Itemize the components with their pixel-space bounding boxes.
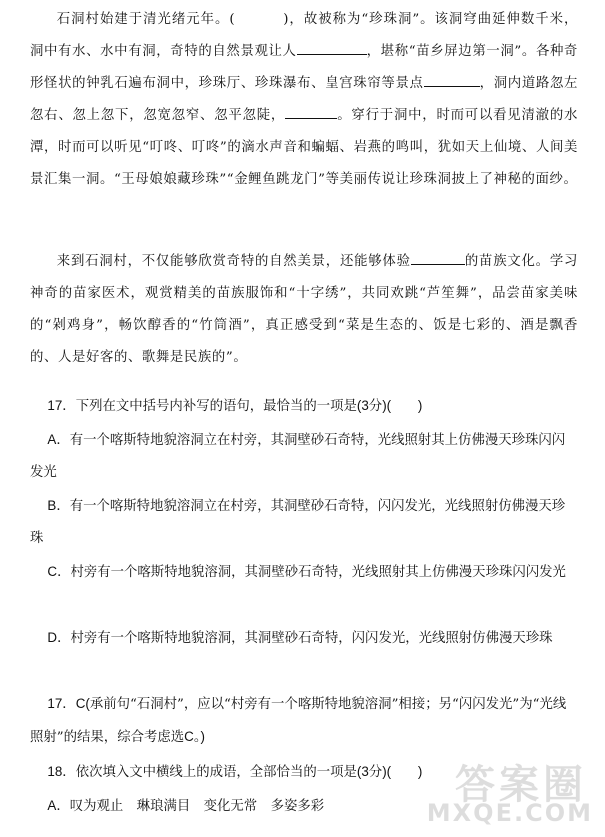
passage-text: ，堪称“苗乡屏边第一洞”。各种奇形怪状的钟乳石遍布洞中，珍珠厅、珍珠瀑布、皇宫珠帘等景点 (30, 44, 578, 91)
passage-text: 。穿行于洞中，时而可以看见清澈的水潭，时而可以听见“叮咚、叮咚”的滴水声音和蝙蝠、岩燕的鸣叫，犹如天上仙境、人间美景汇集一洞。“王母娘娘藏珍珠”“金鲤鱼跳龙门”等美丽传说让珍珠洞披上了神秘的面纱。 (30, 108, 578, 187)
passage-text: 来到石洞村，不仅能够欣赏奇特的自然美景，还能够体验 (56, 254, 411, 269)
fill-blank-line (297, 40, 367, 55)
answer-label: 17．C( (47, 696, 90, 711)
answer-choice: C。) (184, 729, 205, 744)
fill-blank-line (424, 72, 480, 87)
fill-blank-line (411, 250, 465, 265)
passage-text: 的苗族文化。学习神奇的苗家医术，观赏精美的苗族服饰和“十字绣”，共同欢跳“芦笙舞”，品尝苗家美味的“剁鸡身”，畅饮醇香的“竹筒酒”，真正感受到“菜是生态的、饭是七彩的、酒是飘香的、人是好客的、歌舞是民族的”。 (30, 254, 578, 365)
passage-paragraph-2 (30, 246, 578, 374)
question-17-option-c: C．村旁有一个喀斯特地貌溶洞，其洞壁砂石奇特，光线照射其上仿佛漫天珍珠闪闪发光 (47, 564, 566, 579)
question-17-option-d: D．村旁有一个喀斯特地貌溶洞，其洞壁砂石奇特，闪闪发光，光线照射仿佛漫天珍珠 (47, 630, 553, 645)
question-17-answer (30, 688, 578, 754)
watermark-logo-text: 答案圈 (455, 762, 587, 808)
fill-blank-line (285, 104, 337, 119)
passage-paragraph-1 (30, 4, 578, 196)
answer-explanation: 承前句“石洞村”，应以“村旁有一个喀斯特地貌溶洞”相接；另“闪闪发光”为“光线照射”的结果，综合考虑选 (30, 697, 567, 745)
passage-text: ，洞内道路忽左忽右、忽上忽下，忽宽忽窄、忽平忽陡， (30, 76, 578, 123)
question-17-option-b: B．有一个喀斯特地貌溶洞立在村旁，其洞壁砂石奇特，闪闪发光，光线照射仿佛漫天珍珠 (30, 498, 566, 545)
passage-text: 石洞村始建于清光绪元年。( (56, 12, 236, 27)
question-18-stem: 18．依次填入文中横线上的成语，全部恰当的一项是(3分)( ) (47, 764, 423, 779)
watermark-domain: MXQE.COM (426, 799, 593, 827)
question-18-option-a: A．叹为观止 琳琅满目 变化无常 多姿多彩 (47, 798, 325, 813)
question-17-stem: 17．下列在文中括号内补写的语句，最恰当的一项是(3分)( ) (47, 398, 423, 413)
passage-text: )，故被称为“珍珠洞”。该洞穹曲延伸数千米，洞中有水、水中有洞，奇特的自然景观让人 (30, 12, 578, 59)
question-17-option-a: A．有一个喀斯特地貌溶洞立在村旁，其洞壁砂石奇特，光线照射其上仿佛漫天珍珠闪闪发光 (30, 432, 566, 479)
